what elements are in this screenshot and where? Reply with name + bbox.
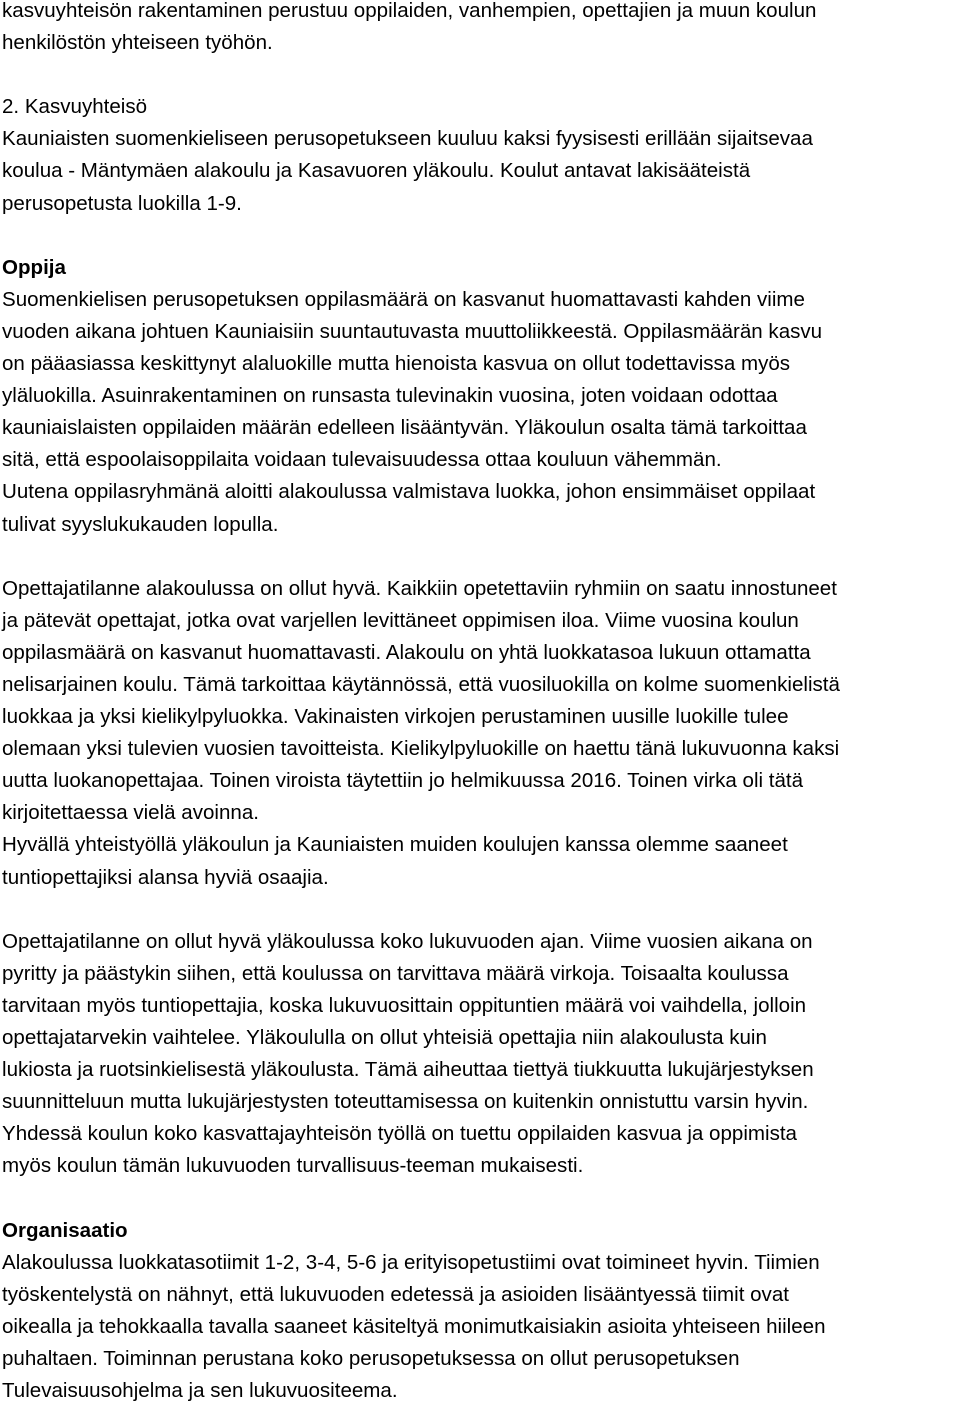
text-line: kasvuyhteisön rakentaminen perustuu oppilaiden, vanhempien, opettajien ja muun koulun (2, 0, 817, 22)
oppija-paragraph-3 (2, 926, 958, 1183)
section-organisaatio (2, 1215, 958, 1407)
paragraph-spacer (2, 894, 958, 926)
text-line: kauniaislaisten oppilaiden määrän edelleen lisääntyvän. Yläkoulun osalta tämä tarkoittaa (2, 416, 807, 440)
section-heading: 2. Kasvuyhteisö (2, 95, 148, 119)
text-line: on pääasiassa keskittynyt alaluokille mutta hienoista kasvua on ollut todettavissa myös (2, 352, 791, 376)
text-line: nelisarjainen koulu. Tämä tarkoittaa käytännössä, että vuosiluokilla on kolme suomenkielistä (2, 672, 840, 696)
text-line: puhaltaen. Toiminnan perustana koko perusopetuksessa on ollut perusopetuksen (2, 1346, 740, 1370)
section-heading: Oppija (2, 255, 66, 279)
text-line: suunnitteluun mutta lukujärjestysten toteuttamisessa on kuitenkin onnistuttu varsin hyvin. (2, 1090, 809, 1114)
document-page (2, 0, 958, 1407)
text-line: vuoden aikana johtuen Kauniaisiin suuntautuvasta muuttoliikkeestä. Oppilasmäärän kasvu (2, 319, 823, 343)
text-line: Suomenkielisen perusopetuksen oppilasmäärä on kasvanut huomattavasti kahden viime (2, 287, 805, 311)
text-line: olemaan yksi tulevien vuosien tavoitteista. Kielikylpyluokille on haettu tänä lukuvuonna kaksi (2, 737, 840, 761)
text-line: luokkaa ja yksi kielikylpyluokka. Vakinaisten virkojen perustaminen uusille luokille tulee (2, 705, 789, 729)
paragraph-spacer (2, 541, 958, 573)
text-line: yläluokilla. Asuinrakentaminen on runsasta tulevinakin vuosina, joten voidaan odottaa (2, 384, 778, 408)
text-line: Opettajatilanne alakoulussa on ollut hyvä. Kaikkiin opetettaviin ryhmiin on saatu innostuneet (2, 576, 837, 600)
text-line: tarvitaan myös tuntiopettajia, koska lukuvuosittain oppituntien määrä voi vaihdella, jolloin (2, 993, 807, 1017)
text-line: Alakoulussa luokkatasotiimit 1-2, 3-4, 5-6 ja erityisopetustiimi ovat toimineet hyvin. Tiimien (2, 1250, 820, 1274)
text-line: henkilöstön yhteiseen työhön. (2, 31, 273, 55)
paragraph-spacer (2, 220, 958, 252)
section-heading: Organisaatio (2, 1218, 128, 1242)
intro-paragraph (2, 0, 958, 59)
text-line: oppilasmäärä on kasvanut huomattavasti. Alakoulu on yhtä luokkatasoa lukuun ottamatta (2, 640, 811, 664)
section-oppija (2, 252, 958, 1183)
text-line: Yhdessä koulun koko kasvattajayhteisön työllä on tuettu oppilaiden kasvua ja oppimista (2, 1122, 797, 1146)
text-line: Tulevaisuusohjelma ja sen lukuvuositeema. (2, 1379, 398, 1403)
text-line: perusopetusta luokilla 1-9. (2, 191, 242, 215)
text-line: kirjoitettaessa vielä avoinna. (2, 801, 259, 825)
paragraph-spacer (2, 59, 958, 91)
text-line: uutta luokanopettajaa. Toinen viroista täytettiin jo helmikuussa 2016. Toinen virka oli tätä (2, 769, 804, 793)
text-line: lukiosta ja ruotsinkielisestä yläkoulusta. Tämä aiheuttaa tiettyä tiukkuutta lukujärjestyksen (2, 1058, 814, 1082)
text-line: ja pätevät opettajat, jotka ovat varjellen levittäneet oppimisen iloa. Viime vuosina koulun (2, 608, 799, 632)
section-kasvuyhteiso (2, 91, 958, 219)
text-line: työskentelystä on nähnyt, että lukuvuoden edetessä ja asioiden lisääntyessä tiimit ovat (2, 1282, 789, 1306)
text-line: opettajatarvekin vaihtelee. Yläkoululla on ollut yhteisiä opettajia niin alakoulusta kuin (2, 1026, 767, 1049)
text-line: pyritty ja päästykin siihen, että koulussa on tarvittava määrä virkoja. Toisaalta koulussa (2, 961, 789, 985)
text-line: koulua - Mäntymäen alakoulu ja Kasavuoren yläkoulu. Koulut antavat lakisääteistä (2, 159, 751, 183)
text-line: sitä, että espoolaisoppilaita voidaan tulevaisuudessa ottaa kouluun vähemmän. (2, 448, 722, 472)
text-line: oikealla ja tehokkaalla tavalla saaneet käsiteltyä monimutkaisiakin asioita yhteiseen hiileen (2, 1314, 826, 1338)
text-line: Uutena oppilasryhmänä aloitti alakoulussa valmistava luokka, johon ensimmäiset oppilaat (2, 480, 816, 504)
text-line: Opettajatilanne on ollut hyvä yläkoulussa koko lukuvuoden ajan. Viime vuosien aikana on (2, 929, 813, 953)
oppija-paragraph-2 (2, 573, 958, 894)
paragraph-spacer (2, 1182, 958, 1214)
text-line: Kauniaisten suomenkieliseen perusopetukseen kuuluu kaksi fyysisesti erillään sijaitsevaa (2, 127, 813, 151)
text-line: Hyvällä yhteistyöllä yläkoulun ja Kauniaisten muiden koulujen kanssa olemme saaneet (2, 833, 788, 857)
oppija-paragraph-1 (2, 284, 958, 541)
text-line: myös koulun tämän lukuvuoden turvallisuus-teeman mukaisesti. (2, 1154, 584, 1178)
text-line: tuntiopettajiksi alansa hyviä osaajia. (2, 865, 329, 889)
text-line: tulivat syyslukukauden lopulla. (2, 512, 279, 536)
